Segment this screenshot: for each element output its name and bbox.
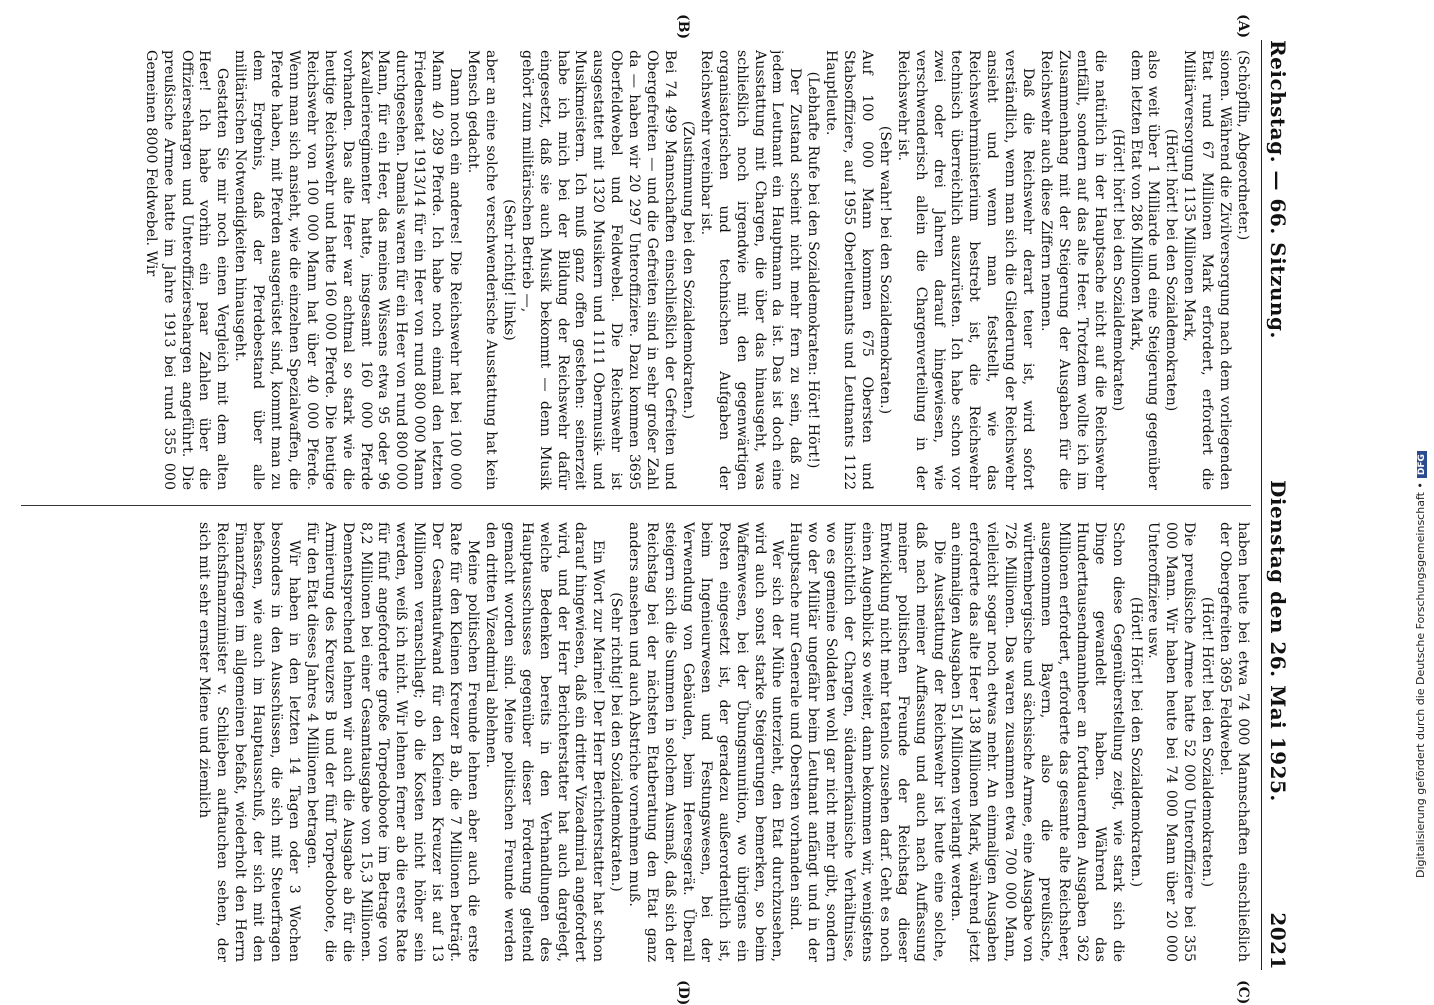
margin-marker-c: (C) [1235, 980, 1251, 1005]
paragraph: Schon diese Gegenüberstellung zeigt, wie stark sich die Dinge gewandelt haben. Während das Hunderttausendmannheer an fortdauernden Ausgaben 362 Millionen erfordert, erforderte das gesamte alte Reichsheer, ausgenommen Bayern, also die preußische, württembergische und sächsische Armee, eine Ausgabe von 726 Millionen. Das waren zusammen etwa 700 000 Mann, vielleicht sogar noch etwas mehr. An einmaligen Ausgaben erforderte das alte Heer 138 Millionen Mark, während jetzt an einmaligen Ausgaben 51 Millionen verlangt werden. [948, 522, 1126, 962]
paragraph: Daß die Reichswehr derart teuer ist, wird sofort verständlich, wenn man sich die Gliederung der Reichswehr ansieht und wenn man feststellt, wie das Reichswehrministerium bestrebt ist, die Reichswehr technisch überreichlich auszurüsten. Ich habe schon vor zwei oder drei Jahren darauf hingewiesen, wie verschwenderisch allein die Chargenverteilung in der Reichswehr ist. [894, 50, 1037, 490]
paragraph: Ein Wort zur Marine! Der Herr Berichterstatter hat schon darauf hingewiesen, daß ein dritter Vizeadmiral angefordert wird, und der Herr Berichterstatter hat auch dargelegt, welche Bedenken bereits in den Verhandlungen des Hauptausschusses gegenüber dieser Forderung geltend gemacht worden sind. Meine politischen Freunde werden den dritten Vizeadmiral ablehnen. [482, 522, 607, 962]
paragraph: die natürlich in der Hauptsache nicht auf die Reichswehr entfällt, sondern auf das alte Heer. Trotzdem wollte ich im Zusammenhang mit der Steigerung der Ausgaben für die Reichswehr auch diese Ziffern nennen. [1038, 50, 1108, 490]
paragraph: Die preußische Armee hatte 52 000 Unteroffiziere bei 355 000 Mann. Wir haben heute bei 74 000 Mann über 20 000 Unteroffiziere usw. [1145, 522, 1198, 962]
paragraph: aber an eine solche verschwenderische Ausstattung hat kein Mensch gedacht. [465, 50, 499, 490]
right-text-column [11, 522, 1251, 962]
paragraph: also weit über 1 Milliarde und eine Steigerung gegenüber dem letzten Etat von 286 Millionen Mark, [1127, 50, 1162, 490]
interjection: (Sehr wahr! bei den Sozialdemokraten.) [876, 125, 893, 415]
page-header [1261, 40, 1295, 970]
page-number: 2021 [1266, 912, 1290, 970]
paragraph: Wer sich der Mühe unterzieht, den Etat durchzusehen, wird auch sonst starke Steigerungen bemerken, so beim Waffenwesen, bei der Übungsmunition, wo übrigens ein Posten eingesetzt ist, der geradezu außerordentlich ist, beim Ingenieurwesen und Festungswesen, bei der Verwendung von Gebäuden, beim Heeresgerät. Überall steigern sich die Summen in solchem Ausmaß, daß sich der Reichstag bei der nächsten Etatberatung den Etat ganz anders ansehen und auch Abstriche vornehmen muß. [626, 522, 786, 962]
interjection: (Lebhafte Rufe bei den Sozialdemokraten: Hört! Hört!) [805, 71, 822, 469]
paragraph: Gestatten Sie mir noch einen Vergleich mit dem alten Heer! Ich habe vorhin ein paar Zahlen über die Offiziersehargen und Unteroffiziersehargen angeführt. Die preußische Armee hatte im Jahre 1913 bei rund 355 000 Gemeinen 8000 Feldwebel. Wir [142, 50, 231, 490]
interjection: (Hört! hört! bei den Sozialdemokraten) [1163, 128, 1180, 412]
paragraph: Die Ausstattung der Reichswehr ist heute eine solche, daß nach meiner Auffassung und auch nach Auffassung meiner politischen Freunde der Reichstag dieser Entwicklung nicht mehr tatenlos zusehen darf. Geht es noch einen Augenblick so weiter, dann bekommen wir, wenigstens hinsichtlich der Chargen, südamerikanische Verhältnisse, wo es gemeine Soldaten wohl gar nicht mehr gibt, sondern wo der Militär ungefähr beim Leutnant anfängt und in der Hauptsache nur Generale und Obersten vorhanden sind. [787, 522, 947, 962]
interjection: (Hört! hört! bei den Sozialdemokraten) [1109, 128, 1126, 412]
margin-marker-d: (D) [675, 980, 691, 1005]
digitization-credit [1414, 18, 1432, 878]
margin-marker-b: (B) [675, 14, 691, 40]
interjection: (Zustimmung bei den Sozialdemokraten.) [679, 120, 696, 420]
paragraph: sionen. Während die Zivilversorgung nach dem vorliegenden Etat rund 67 Millionen Mark erfordert, erfordert die Militärversorgung 1135 Millionen Mark, [1181, 50, 1234, 490]
paragraph: Bei 74 499 Mannschaften einschließlich der Gefreiten und Obergefreiten — und die Gefreiten sind in sehr großer Zahl da — haben wir 20 297 Unteroffiziere. Dazu kommen 3695 Oberfeldwebel und Feldwebel. Die Reichswehr ist ausgestattet mit 1320 Musikern und 1111 Obermusik- und Musikmeistern. Ich muß ganz offen gestehen: seinerzeit habe ich mich bei der Bildung der Reichswehr dafür eingesetzt, daß sie auch Musik bekommt — denn Musik gehört zum militärischen Betrieb —, [518, 50, 678, 490]
interjection: (Hört! Hört! bei den Sozialdemokraten.) [1127, 596, 1144, 888]
credit-text: Digitalisierung gefördert durch die Deutsche Forschungsgemeinschaft • [1414, 482, 1427, 878]
dfg-logo: DFG [1417, 451, 1427, 478]
header-session: Reichstag. — 66. Sitzung. [1266, 40, 1290, 339]
interjection: (Hört! Hört! bei den Sozialdemokraten.) [1199, 596, 1216, 888]
paragraph: Auf 100 000 Mann kommen 675 Obersten und Stabsoffiziere, auf 1955 Oberleutnants und Leutnants 1122 Hauptleute. [823, 50, 875, 490]
interjection: (Sehr richtig! links) [500, 199, 517, 341]
header-date: Dienstag den 26. Mai 1925. [1266, 480, 1290, 802]
column-divider [21, 505, 1251, 506]
paragraph: (Schöpflin, Abgeordneter.) [1235, 50, 1251, 241]
document-page [0, 14, 1295, 1005]
left-text-column [11, 50, 1251, 490]
paragraph: Der Zustand scheint nicht mehr fern zu sein, daß zu jedem Leutnant ein Hauptmann da ist. Das ist doch eine Ausstattung mit Chargen, die über das hinausgeht, was schließlich noch irgendwie mit den gegenwärtigen organisatorischen und technischen Aufgaben der Reichswehr vereinbar ist. [697, 50, 804, 490]
paragraph: Dann noch ein anderes! Die Reichswehr hat bei 100 000 Mann 40 289 Pferde. Ich habe noch einmal den letzten Friedensetat 1913/14 für ein Heer von rund 800 000 Mann durchgesehen. Damals waren für ein Heer von rund 800 000 Mann, für ein Heer, das meines Wissens etwa 95 oder 96 Kavallerieregimenter hatte, insgesamt 160 000 Pferde vorhanden. Das alte Heer war achtmal so stark wie die heutige Reichswehr und hatte 160 000 Pferde. Die heutige Reichswehr von 100 000 Mann hat über 40 000 Pferde. Wenn man sich ansieht, wie die einzelnen Spezialwaffen, die Pferde haben, mit Pferden ausgerüstet sind, kommt man zu dem Ergebnis, daß der Pferdebestand über alle militärischen Notwendigkeiten hinausgeht. [232, 50, 464, 490]
margin-marker-a: (A) [1235, 14, 1251, 39]
paragraph: Meine politischen Freunde lehnen aber auch die erste Rate für den Kleinen Kreuzer B ab, die 7 Millionen beträgt. Der Gesamtaufwand für den Kleinen Kreuzer ist auf 13 Millionen veranschlagt; ob die Kosten nicht höher sein werden, weiß ich nicht. Wir lehnen ferner ab die erste Rate für fünf angeforderte große Torpedoboote im Betrage von 8,2 Millionen bei einer Gesamtausgabe von 15,3 Millionen. Dementsprechend lehnen wir auch die Ausgabe ab für die Armierung des Kreuzers B und der fünf Torpedoboote, die für den Etat dieses Jahres 4 Millionen betragen. [303, 522, 482, 962]
interjection: (Sehr richtig! bei den Sozialdemokraten.) [608, 592, 625, 892]
paragraph: Wir haben in den letzten 14 Tagen oder 3 Wochen besonders in den Ausschüssen, die sich mit Steuerfragen befassen, wie auch im Hauptausschuß, der sich mit den Finanzfragen im allgemeinen befaßt, wiederholt den Herrn Reichsfinanzminister v. Schlieben auftauchen sehen, der sich mit sehr ernster Miene und ziemlich [196, 522, 302, 962]
paragraph: haben heute bei etwa 74 000 Mannschaften einschließlich der Obergefreiten 3695 Feldwebel. [1217, 522, 1251, 962]
